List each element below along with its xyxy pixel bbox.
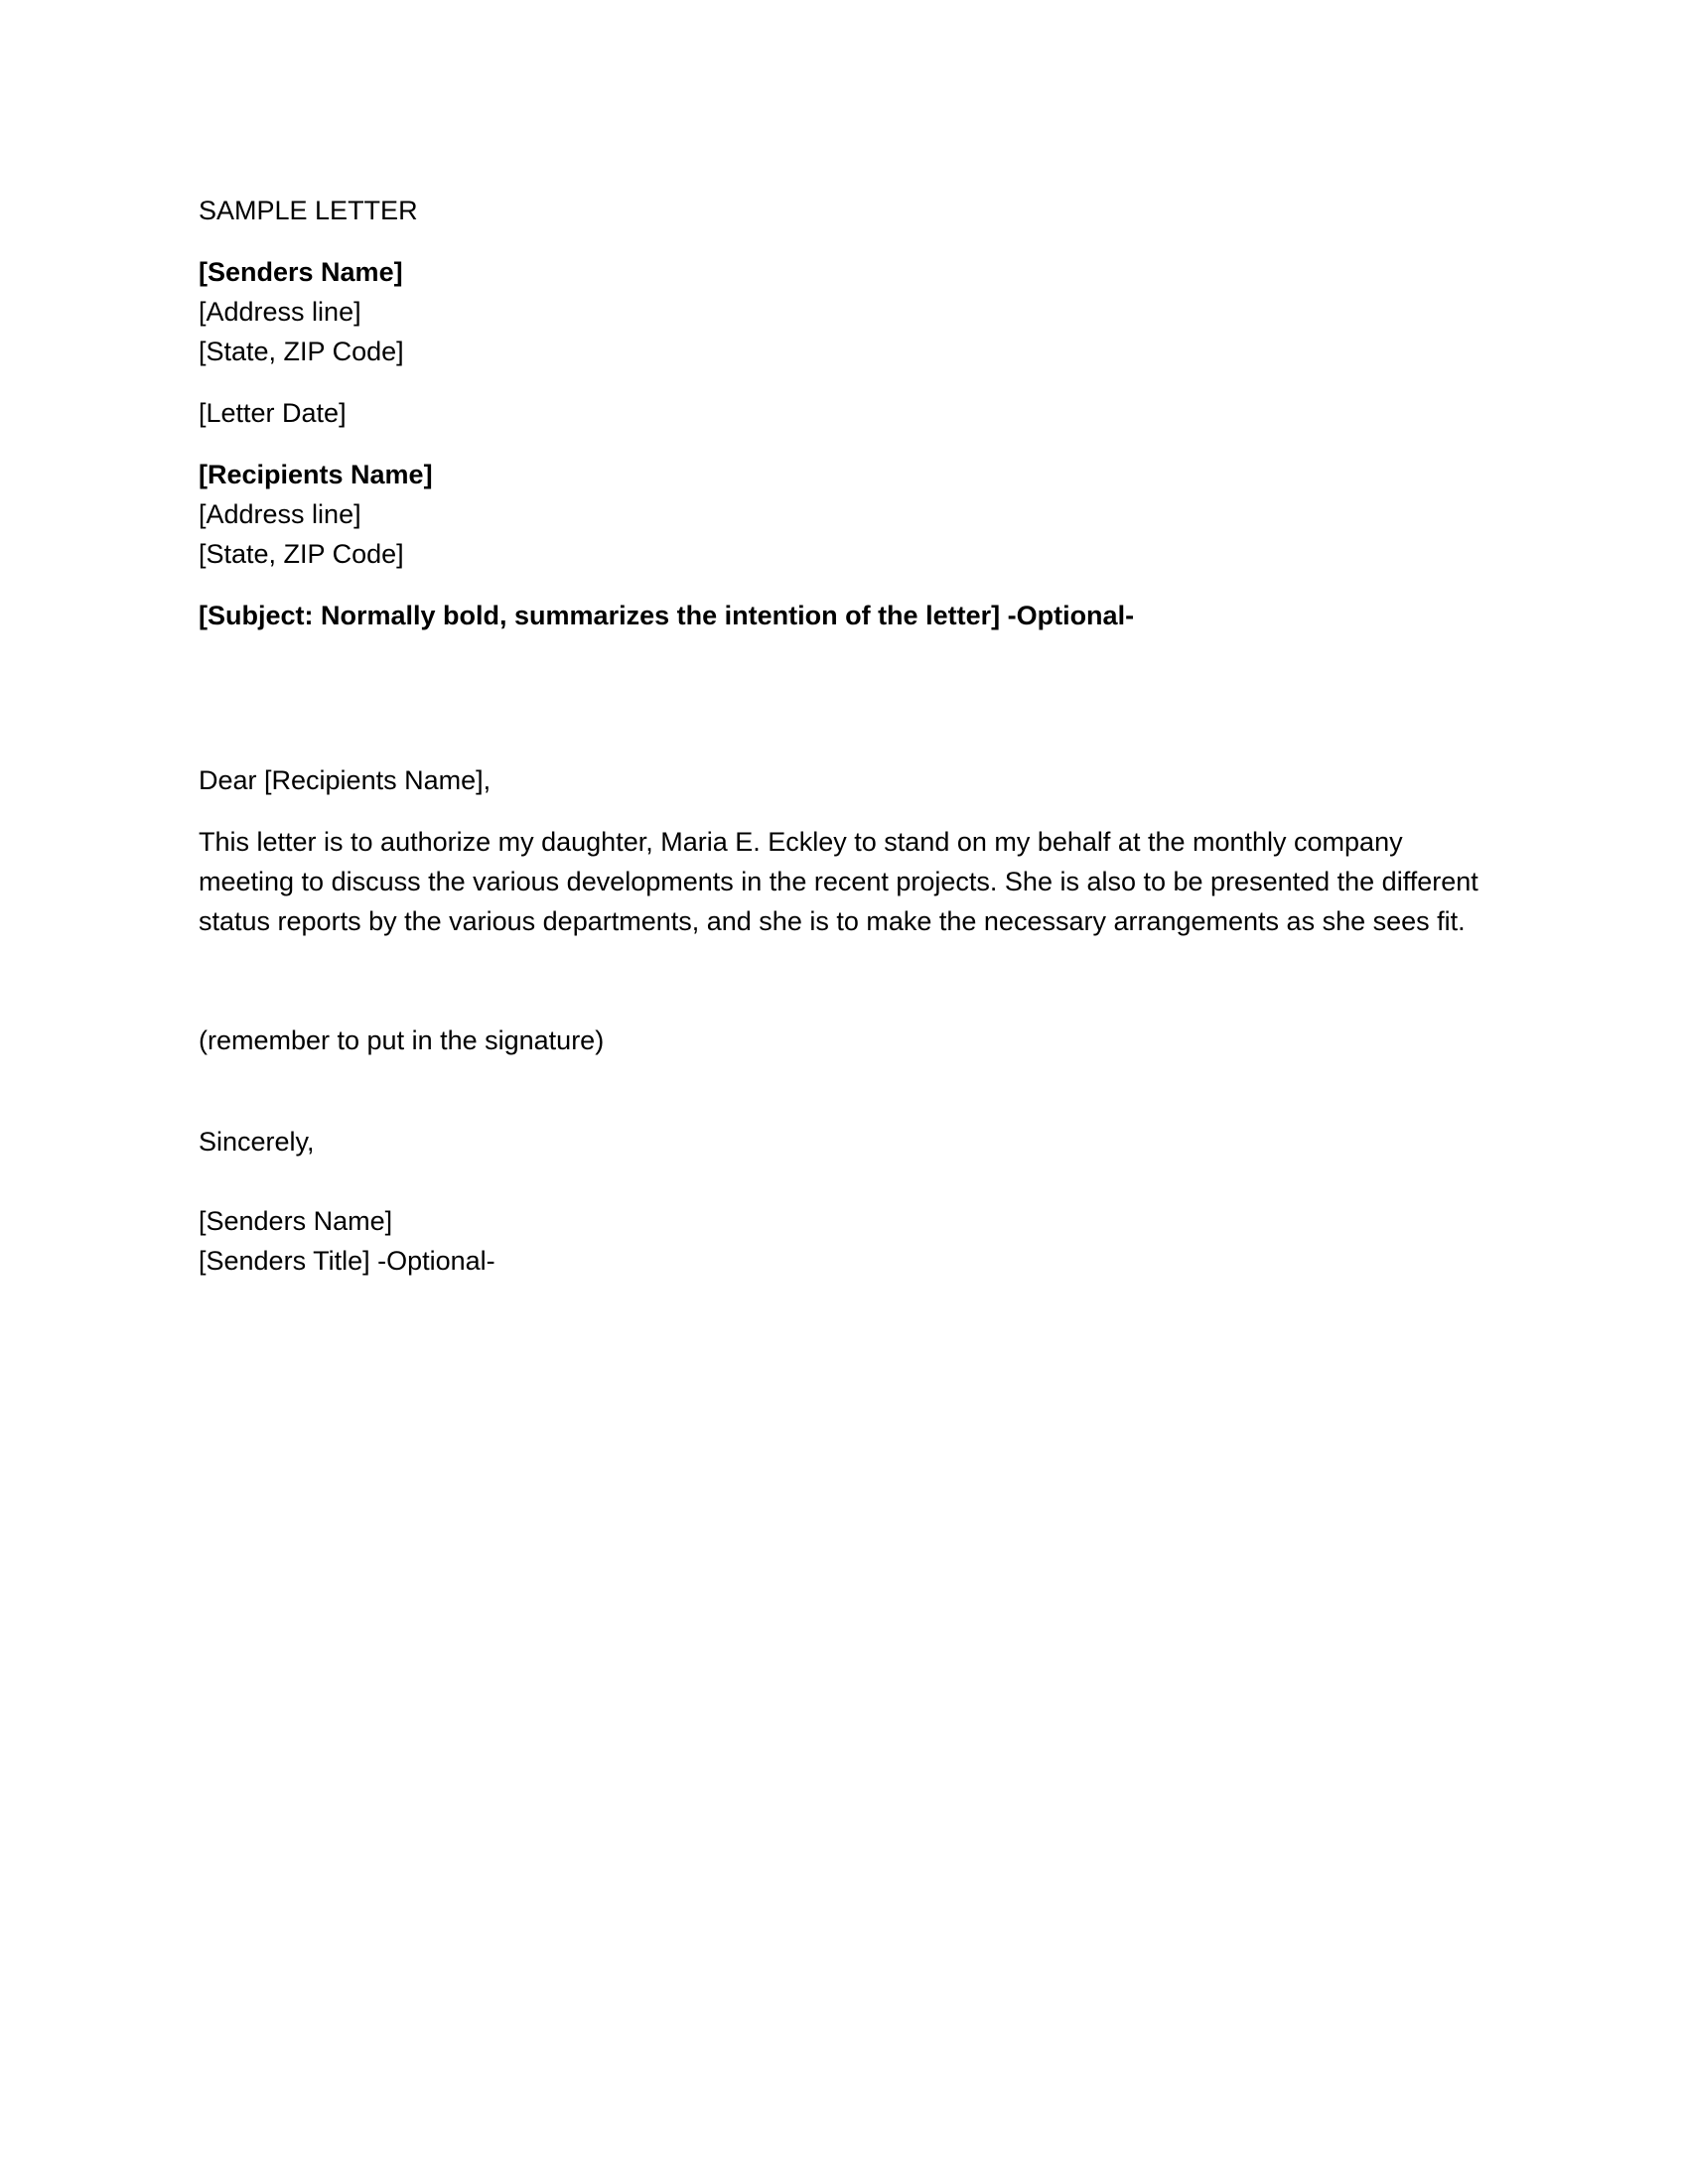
body-paragraph: This letter is to authorize my daughter, Maria E. Eckley to stand on my behalf at the monthly company meeting to discuss the various developments in the recent projects. She is also to be presented the different status reports by the various departments, and she is to make the necessary arrangements as she sees fit. xyxy=(199,827,1478,936)
recipient-name: [Recipients Name] xyxy=(199,460,433,489)
salutation: Dear [Recipients Name], xyxy=(199,765,492,795)
signoff-title: [Senders Title] -Optional- xyxy=(199,1246,495,1276)
sender-address: [Address line] xyxy=(199,297,361,327)
subject-line: [Subject: Normally bold, summarizes the intention of the letter] -Optional- xyxy=(199,601,1135,630)
signature-note: (remember to put in the signature) xyxy=(199,1025,605,1055)
sender-state-zip: [State, ZIP Code] xyxy=(199,337,404,366)
recipient-state-zip: [State, ZIP Code] xyxy=(199,539,404,569)
recipient-address: [Address line] xyxy=(199,499,361,529)
closing: Sincerely, xyxy=(199,1127,315,1157)
letter-date: [Letter Date] xyxy=(199,398,347,428)
sender-name: [Senders Name] xyxy=(199,257,403,287)
document-label: SAMPLE LETTER xyxy=(199,196,418,225)
signoff-name: [Senders Name] xyxy=(199,1206,393,1236)
